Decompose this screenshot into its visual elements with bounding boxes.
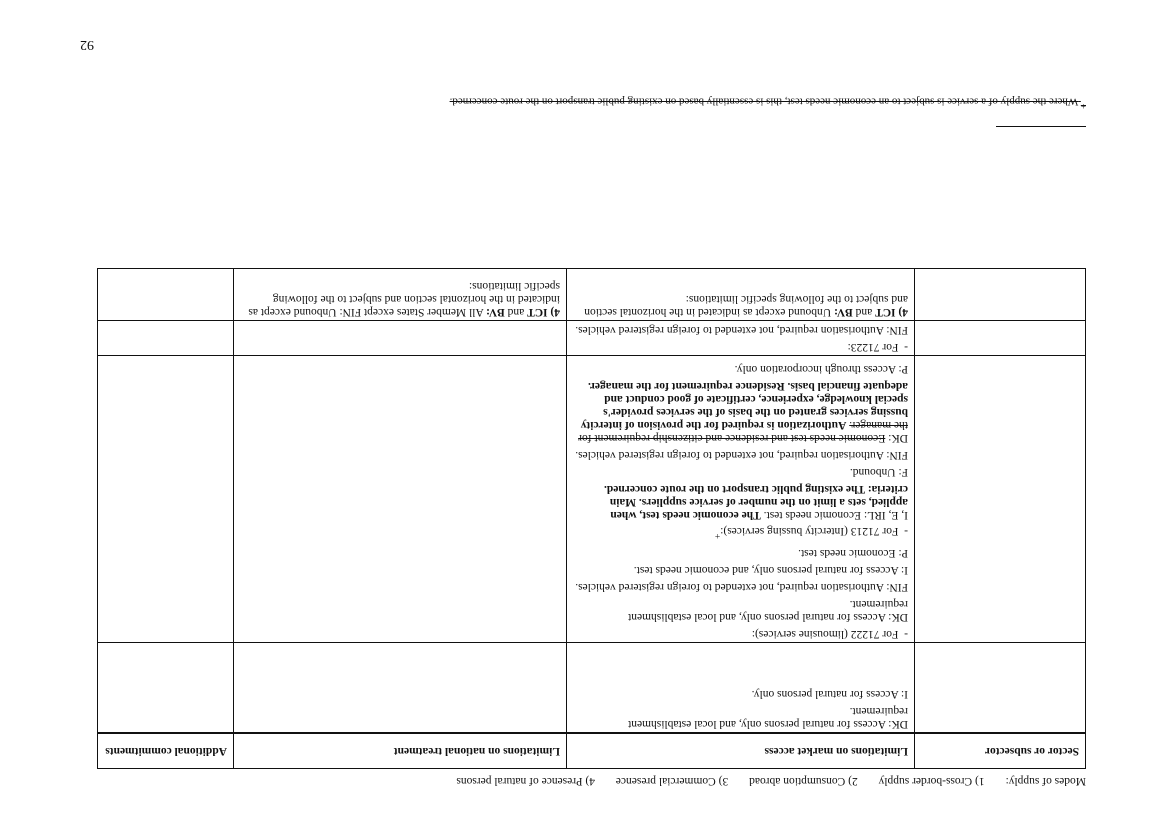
ma-p-1: P: Economic needs test. [798,547,908,560]
national-treatment-cell [234,268,567,320]
ma-bussing-heading: - For 71213 (Intercity bussing services):+ [714,525,908,542]
header-market-access: Limitations on market access [567,733,915,769]
ma-dk-2: DK: Access for natural persons only, and local establishment requirement. [628,598,908,624]
modes-of-supply-line [438,775,1086,787]
footnote: + Where the supply of a service is subject to an economic needs test, this is essentially based on existing public transport on the route concerned. [449,95,1086,111]
market-access-cell [567,320,915,355]
header-national-treatment: Limitations on national treatment [234,733,567,769]
table-row [98,320,1086,355]
additional-cell [98,355,234,643]
mode-4: 4) Presence of natural persons [456,775,595,787]
ma-ict-bv: 4) ICT and BV: Unbound except as indicated in the horizontal section and subject to the following specific limitations: [584,292,908,318]
footnote-rule [996,126,1086,127]
additional-cell [98,320,234,355]
ma-p-2: P: Access through incorporation only. [734,362,908,375]
ma-fin-2: FIN: Authorisation required, not extended to foreign registered vehicles. [575,448,908,461]
ma-i-e-irl: I, E, IRL: Economic needs test. The economic needs test, when applied, sets a limit on the number of service suppliers. Main criteria: The existing public transport on the route concerned. [604,482,908,521]
ma-fin-3: FIN: Authorisation required, not extended to foreign registered vehicles. [575,323,908,336]
market-access-cell [567,355,915,643]
ma-i-2: I: Access for natural persons only, and economic needs test. [633,564,908,577]
ma-limousine-heading: - For 71222 (limousine services): [751,628,908,641]
table-header-row [98,733,1086,769]
sector-cell [915,643,1086,733]
sector-cell [915,320,1086,355]
modes-label: Modes of supply: [1005,775,1086,787]
national-treatment-cell [234,355,567,643]
page-number: 92 [80,37,94,52]
header-additional-commitments: Additional commitments [98,733,234,769]
table-row [98,355,1086,643]
market-access-cell [567,268,915,320]
table-row [98,643,1086,733]
mode-1: 1) Cross-border supply [878,775,985,787]
sector-cell [915,355,1086,643]
mode-2: 2) Consumption abroad [749,775,858,787]
header-sector: Sector or subsector [915,733,1086,769]
ma-dk-3: DK: Economic needs test and residence and citizenship requirement for the manager. Authorization is required for the provision of intercity bussing services granted on the basis of the services provider's special knowledge, experience, certificate of good conduct and adequate financial basis. Residence requirement for the manager. [578,379,908,444]
additional-cell [98,643,234,733]
ma-71223-heading: - For 71223: [847,340,908,353]
ma-f-1: F: Unbound. [849,465,908,478]
nt-ict-bv: 4) ICT and BV: All Member States except FIN: Unbound except as indicated in the horizontal section and subject to the following specific limitations: [248,279,560,318]
ma-fin-1: FIN: Authorisation required, not extended to foreign registered vehicles. [575,581,908,594]
table-row [98,268,1086,320]
additional-cell [98,268,234,320]
national-treatment-cell [234,320,567,355]
ma-i-1: I: Access for natural persons only. [751,688,908,700]
sector-cell [915,268,1086,320]
national-treatment-cell [234,643,567,733]
ma-dk-1: DK: Access for natural persons only, and local establishment requirement. [628,705,908,730]
commitments-table [97,268,1086,769]
mode-3: 3) Commercial presence [615,775,729,787]
market-access-cell [567,643,915,733]
